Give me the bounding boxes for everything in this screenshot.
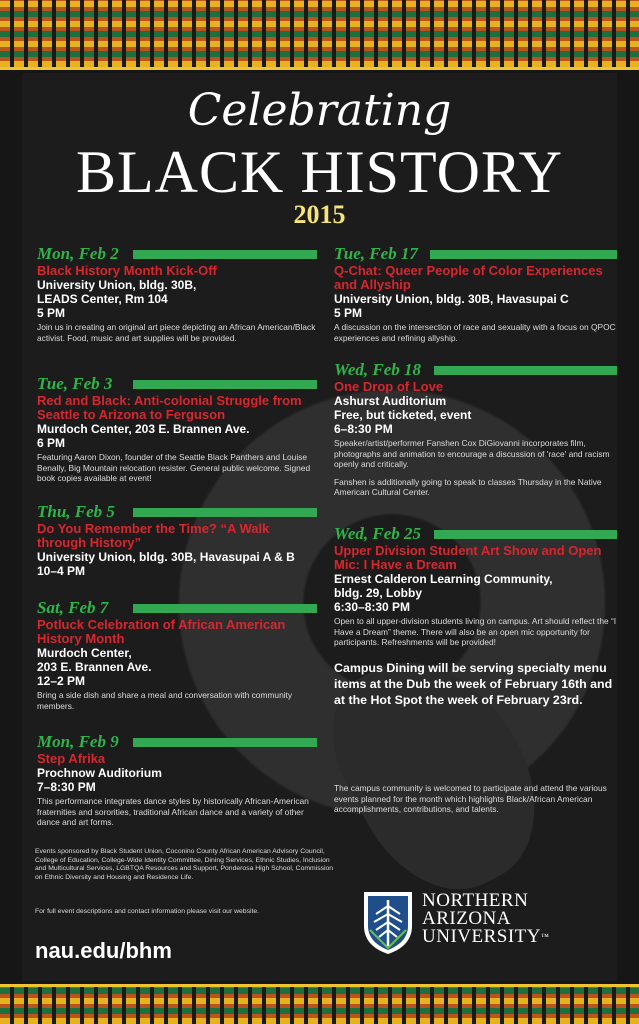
event-location: Ashurst Auditorium [334,394,447,408]
event-location: 203 E. Brannen Ave. [37,660,152,674]
university-name-line3: UNIVERSITY™ [422,926,550,947]
event-description: A discussion on the intersection of race and sexuality with a focus on QPOC experiences and refining allyship. [334,322,616,343]
event-location: Ernest Calderon Learning Community, [334,572,553,586]
event-description: This performance integrates dance styles by historically African-American fraternities and sororities, traditional African dance and a variety of other dance and art forms. [37,796,309,827]
event-title: Q-Chat: Queer People of Color Experiences and Allyship [334,263,603,292]
event-time: 10–4 PM [37,564,86,578]
event-date: Thu, Feb 5 [37,502,115,521]
nau-shield-icon [362,890,414,956]
event-time: 6–8:30 PM [334,422,393,436]
event-date: Wed, Feb 18 [334,360,422,379]
trademark: ™ [541,932,550,941]
welcome-note: The campus community is welcomed to participate and attend the various events planned for the month which highlights Black/African American accomplishments, contributions, and talents. [334,783,607,814]
event-date: Tue, Feb 17 [334,244,418,263]
event-feb-18 [334,360,617,498]
kente-border-top [0,0,639,70]
event-date: Mon, Feb 2 [37,244,119,263]
event-location: University Union, bldg. 30B, Havasupai A & B [37,550,295,564]
event-date: Mon, Feb 9 [37,732,119,751]
event-description: Open to all upper-division students living on campus. Art should reflect the “I Have a Dream” theme. There will also be an open mic opportunity for participants. Refreshments will be provided! [334,616,617,647]
title-year: 2015 [293,200,346,229]
university-name-line2: ARIZONA [422,908,511,929]
date-bar [133,738,317,747]
event-time: 12–2 PM [37,674,86,688]
event-date: Tue, Feb 3 [37,374,113,393]
event-location: Murdoch Center, 203 E. Brannen Ave. [37,422,250,436]
date-bar [133,380,317,389]
event-location: University Union, bldg. 30B, [37,278,197,292]
title-script: Celebrating [187,85,452,136]
title-main: BLACK HISTORY [76,139,563,205]
event-title: Black History Month Kick-Off [37,263,217,278]
date-bar [133,508,317,517]
date-bar [133,604,317,613]
event-location: University Union, bldg. 30B, Havasupai C [334,292,569,306]
event-title: Red and Black: Anti-colonial Struggle from Seattle to Arizona to Ferguson [37,393,302,422]
event-feb-25 [334,524,617,648]
event-time: 6 PM [37,436,66,450]
event-location: Free, but ticketed, event [334,408,472,422]
kente-border-bottom [0,984,639,1024]
event-title: Upper Division Student Art Show and Open Mic: I Have a Dream [334,543,602,572]
event-title: One Drop of Love [334,379,444,394]
sponsors-text: Events sponsored by Black Student Union, Coconino County African American Advisory Council, College of Education, College-Wide Identity Committee, Dining Services, Ethnic Studies, Inclusion and Multicultural Services, LGBTQA Resources and Support, Ponderosa High School, Commission on Ethnic Diversity and Housing and Residence Life. [35,848,334,881]
event-location: LEADS Center, Rm 104 [37,292,168,306]
university-name [422,892,549,946]
event-feb-2 [37,244,317,343]
date-bar [434,530,617,539]
event-feb-17 [334,244,617,343]
dining-note: Campus Dining will be serving specialty menu items at the Dub the week of February 16th and at the Hot Spot the week of February 23rd. [334,661,613,707]
event-description: Join us in creating an original art piece depicting an African American/Black activist. Food, music and art supplies will be provided. [37,322,316,343]
date-bar [430,250,617,259]
event-description: Bring a side dish and share a meal and conversation with community members. [37,690,293,711]
event-description-extra: Fanshen is additionally going to speak to classes Thursday in the Native American Cultural Center. [334,476,602,497]
event-feb-9 [37,732,317,828]
website-link[interactable]: nau.edu/bhm [35,938,172,963]
university-name-line1: NORTHERN [422,890,529,911]
event-title: Do You Remember the Time? “A Walk through History” [37,521,270,550]
event-time: 7–8:30 PM [37,780,96,794]
full-info-text: For full event descriptions and contact information please visit our website. [35,908,260,915]
date-bar [133,250,317,259]
event-title: Step Afrika [37,751,106,766]
event-time: 5 PM [37,306,66,320]
event-feb-5 [37,502,317,578]
event-description: Speaker/artist/performer Fanshen Cox DiGiovanni incorporates film, photographs and animation to encourage a discussion of 'race' and racism openly and critically. [334,438,610,469]
event-location: Murdoch Center, [37,646,132,660]
event-title: Potluck Celebration of African American History Month [37,617,286,646]
event-time: 5 PM [334,306,363,320]
event-location: Prochnow Auditorium [37,766,162,780]
event-date: Wed, Feb 25 [334,524,422,543]
event-date: Sat, Feb 7 [37,598,109,617]
event-location: bldg. 29, Lobby [334,586,423,600]
date-bar [434,366,617,375]
event-time: 6:30–8:30 PM [334,600,411,614]
event-description: Featuring Aaron Dixon, founder of the Seattle Black Panthers and Louise Benally, Big Mountain relocation resister. General public welcome. Signed book copies available at event! [37,452,311,483]
event-feb-7 [37,598,317,711]
event-feb-3 [37,374,317,484]
